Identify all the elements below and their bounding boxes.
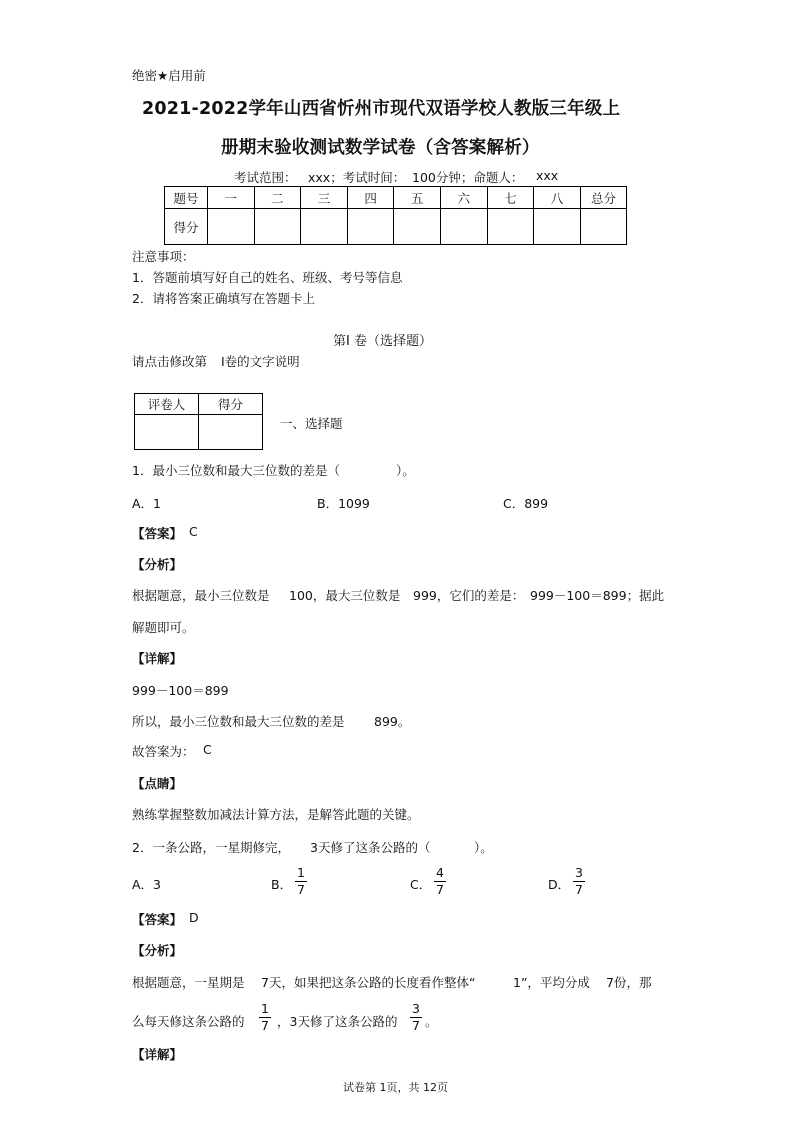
score-row-label: 得分 <box>165 209 208 245</box>
part-title: 一、选择题 <box>280 416 343 431</box>
score-table-score-row <box>165 209 627 245</box>
q2-stem-a: 2．一条公路，一星期修完， <box>132 840 290 855</box>
score-header-cell: 六 <box>440 187 487 209</box>
q2-analysis2-fraction-1 <box>258 1002 272 1033</box>
q2-analysis-c: 1”，平均分成 <box>513 975 590 990</box>
edit-hint-a: 请点击修改第 <box>132 354 208 369</box>
q1-analysis-c: 999，它们的差是： <box>413 588 525 603</box>
q2-option-d-label: D． <box>548 877 571 892</box>
q2-analysis2-a: 么每天修这条公路的 <box>132 1014 245 1029</box>
score-header-cell: 四 <box>347 187 394 209</box>
q2-analysis-b: 7天，如果把这条公路的长度看作整体“ <box>261 975 476 990</box>
q2-answer-value: D <box>189 910 199 925</box>
score-cell <box>254 209 301 245</box>
q1-stem: 1．最小三位数和最大三位数的差是（ <box>132 463 340 478</box>
score-header-cell: 二 <box>254 187 301 209</box>
q1-detail-line-3a: 故答案为： <box>132 744 195 759</box>
q1-analysis-d: 999－100＝899；据此 <box>530 588 665 603</box>
q1-detail-line-2b: 899。 <box>374 714 411 729</box>
score-cell <box>394 209 441 245</box>
q1-comment-label: 【点睛】 <box>132 776 183 791</box>
info-author-value: xxx <box>536 168 559 183</box>
score-header-cell: 一 <box>208 187 255 209</box>
grader-header-row <box>135 394 263 415</box>
q2-option-d-fraction <box>572 866 586 897</box>
q2-detail-label: 【详解】 <box>132 1047 183 1062</box>
score-header-cell: 八 <box>534 187 581 209</box>
title-line-2: 册期末验收测试数学试卷（含答案解析） <box>221 138 540 158</box>
fraction-denominator: 7 <box>436 882 444 897</box>
notes-item: 2．请将答案正确填写在答题卡上 <box>132 291 315 306</box>
grader-cell <box>199 415 263 450</box>
q1-answer-value: C <box>189 524 198 539</box>
q1-stem-end: ）。 <box>396 463 415 478</box>
score-cell <box>301 209 348 245</box>
score-table-header-row <box>165 187 627 209</box>
score-table <box>164 186 627 245</box>
score-header-cell: 五 <box>394 187 441 209</box>
q1-detail-line-1: 999－100＝899 <box>132 683 229 698</box>
fraction-numerator: 1 <box>261 1001 269 1016</box>
score-cell <box>534 209 581 245</box>
page-footer: 试卷第 1页，共 12页 <box>343 1081 448 1094</box>
fraction-denominator: 7 <box>261 1018 269 1033</box>
q1-detail-label: 【详解】 <box>132 651 183 666</box>
grader-header-cell: 评卷人 <box>135 394 199 415</box>
q1-option-b: B．1099 <box>317 496 370 511</box>
fraction-denominator: 7 <box>297 882 305 897</box>
q2-option-b-fraction <box>294 866 308 897</box>
q1-detail-line-3b: C <box>203 742 212 757</box>
score-cell <box>208 209 255 245</box>
score-cell <box>347 209 394 245</box>
q1-analysis-label: 【分析】 <box>132 557 183 572</box>
fraction-numerator: 1 <box>297 865 305 880</box>
q1-analysis-line-2: 解题即可。 <box>132 620 195 635</box>
q2-analysis-a: 根据题意，一星期是 <box>132 975 245 990</box>
score-cell <box>487 209 534 245</box>
score-header-cell: 题号 <box>165 187 208 209</box>
title-line-1: 2021-2022学年山西省忻州市现代双语学校人教版三年级上 <box>142 99 621 119</box>
grader-cell <box>135 415 199 450</box>
q1-detail-line-2a: 所以，最小三位数和最大三位数的差是 <box>132 714 345 729</box>
q2-analysis-d: 7份，那 <box>606 975 652 990</box>
score-cell <box>580 209 627 245</box>
q1-option-c: C．899 <box>503 496 549 511</box>
q2-analysis-label: 【分析】 <box>132 943 183 958</box>
score-header-cell: 三 <box>301 187 348 209</box>
edit-hint-b: Ⅰ卷的文字说明 <box>221 354 300 369</box>
q2-answer-label: 【答案】 <box>132 912 183 927</box>
q2-stem-end: ）。 <box>474 840 493 855</box>
secret-label: 绝密★启用前 <box>132 68 206 83</box>
q2-stem-b: 3天修了这条公路的（ <box>310 840 431 855</box>
fraction-numerator: 3 <box>412 1001 420 1016</box>
notes-item: 1．答题前填写好自己的姓名、班级、考号等信息 <box>132 270 403 285</box>
section-title: 第Ⅰ 卷（选择题） <box>333 334 432 349</box>
fraction-denominator: 7 <box>575 882 583 897</box>
score-cell <box>440 209 487 245</box>
score-header-cell: 七 <box>487 187 534 209</box>
fraction-denominator: 7 <box>412 1018 420 1033</box>
q1-analysis-b: 100，最大三位数是 <box>289 588 401 603</box>
fraction-numerator: 4 <box>436 865 444 880</box>
notes-title: 注意事项： <box>132 249 195 264</box>
info-range-value: xxx；考试时间： <box>308 170 406 185</box>
q1-comment-text: 熟练掌握整数加减法计算方法，是解答此题的关键。 <box>132 807 420 822</box>
q2-analysis2-b: ，3天修了这条公路的 <box>277 1014 398 1029</box>
info-range-label: 考试范围： <box>234 170 297 185</box>
q2-option-a: A．3 <box>132 877 162 892</box>
info-time-value: 100分钟；命题人： <box>412 170 524 185</box>
q1-option-a: A．1 <box>132 496 162 511</box>
q2-analysis2-c: 。 <box>425 1014 438 1029</box>
q1-answer-label: 【答案】 <box>132 526 183 541</box>
fraction-numerator: 3 <box>575 865 583 880</box>
q1-analysis-a: 根据题意，最小三位数是 <box>132 588 270 603</box>
grader-blank-row <box>135 415 263 450</box>
grader-table <box>134 393 263 450</box>
score-header-cell: 总分 <box>580 187 627 209</box>
q2-option-c-label: C． <box>410 877 432 892</box>
q2-analysis2-fraction-2 <box>409 1002 423 1033</box>
q2-option-b-label: B． <box>271 877 293 892</box>
grader-header-cell: 得分 <box>199 394 263 415</box>
q2-option-c-fraction <box>433 866 447 897</box>
